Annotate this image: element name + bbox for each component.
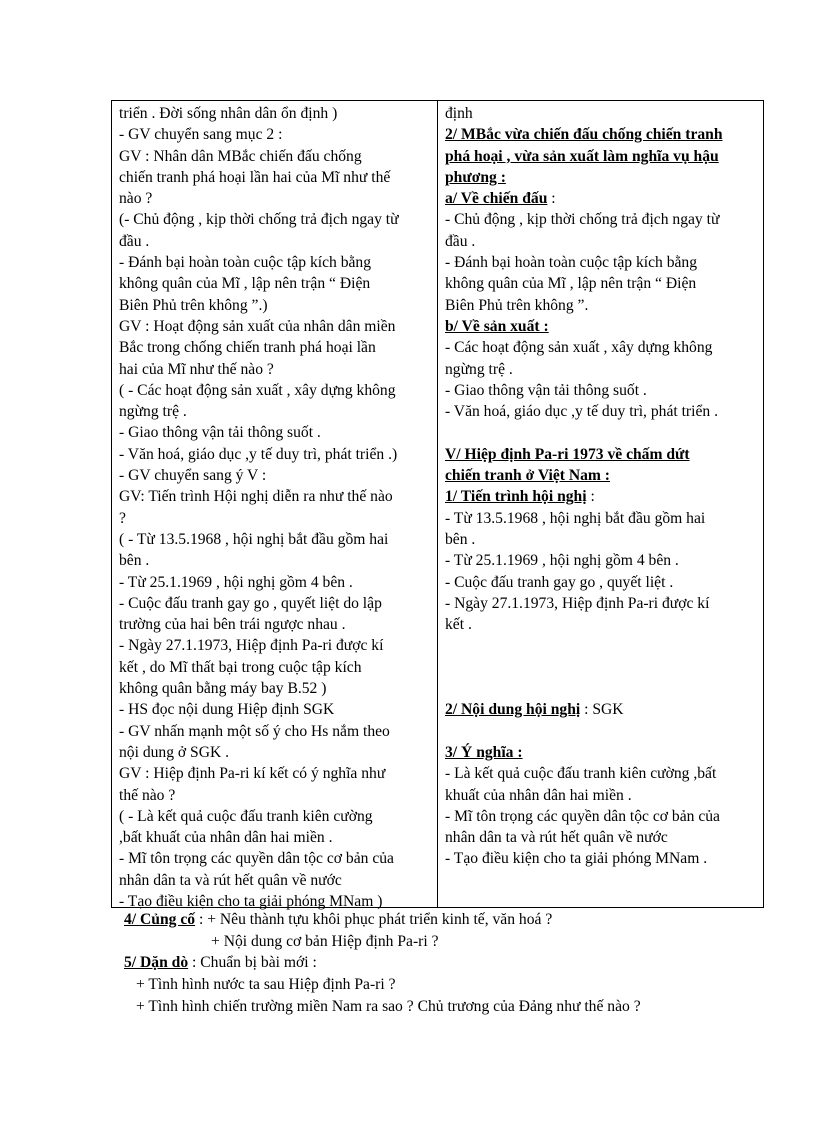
text-line: nhân dân ta và rút hết quân về nước <box>119 871 342 889</box>
heading-b: b/ Về sản xuất : <box>445 317 549 335</box>
text-line: - GV chuyển sang ý V : <box>119 467 267 485</box>
text-line: bên . <box>445 530 476 548</box>
text-line: không quân của Mĩ , lập nên trận “ Điện <box>445 275 697 293</box>
text-line: đầu . <box>119 232 150 250</box>
text-line: - Tạo điều kiện cho ta giải phóng MNam ) <box>119 892 383 910</box>
text-line: - Giao thông vận tải thông suốt . <box>119 424 321 442</box>
heading-1: 1/ Tiến trình hội nghị <box>445 488 587 506</box>
text-line: (- Chủ động , kịp thời chống trả địch ngay từ <box>119 211 399 229</box>
section-2-title: phương : <box>445 168 506 186</box>
text-line: - HS đọc nội dung Hiệp định SGK <box>119 701 335 719</box>
section-2-title: phá hoại , vừa sản xuất làm nghĩa vụ hậu <box>445 147 719 165</box>
text-line: GV : Hoạt động sản xuất của nhân dân miền <box>119 317 396 335</box>
text-line: Bắc trong chống chiến tranh phá hoại lần <box>119 339 376 357</box>
heading-a: a/ Về chiến đấu <box>445 190 548 208</box>
text-line: - Mĩ tôn trọng các quyền dân tộc cơ bản của <box>445 807 720 825</box>
text-line: - Cuộc đấu tranh gay go , quyết liệt do lập <box>119 594 382 612</box>
section-v-title: chiến tranh ở Việt Nam : <box>445 467 610 485</box>
text-line: ( - Là kết quả cuộc đấu tranh kiên cường <box>119 807 373 825</box>
section-v-title: V/ Hiệp định Pa-ri 1973 về chấm dứt <box>445 445 690 463</box>
text-line: - Mĩ tôn trọng các quyền dân tộc cơ bản của <box>119 850 394 868</box>
text-line: - Tạo điều kiện cho ta giải phóng MNam . <box>445 850 708 868</box>
heading-line: 1/ Tiến trình hội nghị : <box>445 488 595 506</box>
heading-3: 3/ Ý nghĩa : <box>445 743 523 761</box>
text-line: - GV chuyển sang mục 2 : <box>119 126 283 144</box>
text-line: bên . <box>119 552 150 570</box>
text-line: triển . Đời sống nhân dân ổn định ) <box>119 105 338 122</box>
text-line: - Từ 25.1.1969 , hội nghị gồm 4 bên . <box>119 573 353 591</box>
consolidation-line-2: + Nội dung cơ bản Hiệp định Pa-ri ? <box>211 932 439 950</box>
text-line: nhân dân ta và rút hết quân về nước <box>445 829 668 847</box>
text-line: - Giao thông vận tải thông suốt . <box>445 381 647 399</box>
text-line: - Chủ động , kịp thời chống trả địch ngay từ <box>445 211 720 229</box>
lesson-footer <box>124 909 764 1018</box>
homework-item: + Tình hình chiến trường miền Nam ra sao ? Chủ trương của Đảng như thế nào ? <box>136 997 641 1015</box>
text-line: - Văn hoá, giáo dục ,y tế duy trì, phát triển .) <box>119 445 398 463</box>
text-line: kết . <box>445 616 472 634</box>
text-line: ,bất khuất của nhân dân hai miền . <box>119 829 333 847</box>
text-line: GV : Hiệp định Pa-ri kí kết có ý nghĩa như <box>119 765 386 783</box>
text-line: khuất của nhân dân hai miền . <box>445 786 632 804</box>
homework-line: 5/ Dặn dò : Chuẩn bị bài mới : <box>124 954 317 972</box>
spacer <box>445 635 761 656</box>
text-line: - Văn hoá, giáo dục ,y tế duy trì, phát triển . <box>445 403 718 421</box>
homework-label: 5/ Dặn dò <box>124 954 189 972</box>
text-line: chiến tranh phá hoại lần hai của Mĩ như thế <box>119 168 391 186</box>
lesson-table <box>111 100 764 908</box>
text-line: - Các hoạt động sản xuất , xây dựng không <box>445 339 713 357</box>
lesson-content-column <box>445 103 761 870</box>
text-line: - Từ 13.5.1968 , hội nghị bắt đầu gồm hai <box>445 509 706 527</box>
text-line: kết , do Mĩ thất bại trong cuộc tập kích <box>119 658 362 676</box>
spacer <box>445 657 761 678</box>
text-line: ngừng trệ . <box>119 403 187 421</box>
text-line: - Cuộc đấu tranh gay go , quyết liệt . <box>445 573 674 591</box>
text-line: trường của hai bên trái ngược nhau . <box>119 616 346 634</box>
column-divider <box>437 101 438 907</box>
spacer <box>445 422 761 443</box>
text-line: hai của Mĩ như thế nào ? <box>119 360 274 378</box>
text-line: thế nào ? <box>119 786 176 804</box>
homework-item: + Tình hình nước ta sau Hiệp định Pa-ri ? <box>136 976 396 994</box>
text-line: không quân của Mĩ , lập nên trận “ Điện <box>119 275 371 293</box>
text-line: không quân bằng máy bay B.52 ) <box>119 680 327 698</box>
text-line: ? <box>119 509 126 527</box>
section-2-title: 2/ MBắc vừa chiến đấu chống chiến tranh <box>445 126 723 144</box>
text-line: ( - Từ 13.5.1968 , hội nghị bắt đầu gồm hai <box>119 530 389 548</box>
text-line: - Đánh bại hoàn toàn cuộc tập kích bằng <box>119 254 372 272</box>
heading-line: a/ Về chiến đấu : <box>445 190 556 208</box>
text-line: - Là kết quả cuộc đấu tranh kiên cường ,bất <box>445 765 717 783</box>
text-line: GV: Tiến trình Hội nghị diễn ra như thế nào <box>119 488 393 506</box>
text-line: - Ngày 27.1.1973, Hiệp định Pa-ri được kí <box>119 637 384 655</box>
text-line: đầu . <box>445 232 476 250</box>
text-line: GV : Nhân dân MBắc chiến đấu chống <box>119 147 362 165</box>
teacher-student-activity-column <box>119 103 437 912</box>
text-line: - Đánh bại hoàn toàn cuộc tập kích bằng <box>445 254 698 272</box>
spacer <box>445 678 761 699</box>
text-line: định <box>445 105 473 122</box>
heading-line: 2/ Nội dung hội nghị : SGK <box>445 701 624 719</box>
text-line: ( - Các hoạt động sản xuất , xây dựng không <box>119 381 396 399</box>
text-line: - Ngày 27.1.1973, Hiệp định Pa-ri được kí <box>445 594 710 612</box>
text-line: nội dung ở SGK . <box>119 743 230 761</box>
text-line: ngừng trệ . <box>445 360 513 378</box>
text-line: Biên Phủ trên không ”. <box>445 296 589 314</box>
text-line: - GV nhấn mạnh một số ý cho Hs nắm theo <box>119 722 390 740</box>
consolidation-line: 4/ Củng cố : + Nêu thành tựu khôi phục phát triển kinh tế, văn hoá ? <box>124 911 553 928</box>
consolidation-label: 4/ Củng cố <box>124 911 196 928</box>
text-line: Biên Phủ trên không ”.) <box>119 296 268 314</box>
spacer <box>445 721 761 742</box>
text-line: - Từ 25.1.1969 , hội nghị gồm 4 bên . <box>445 552 679 570</box>
heading-2: 2/ Nội dung hội nghị <box>445 701 581 719</box>
text-line: nào ? <box>119 190 153 208</box>
